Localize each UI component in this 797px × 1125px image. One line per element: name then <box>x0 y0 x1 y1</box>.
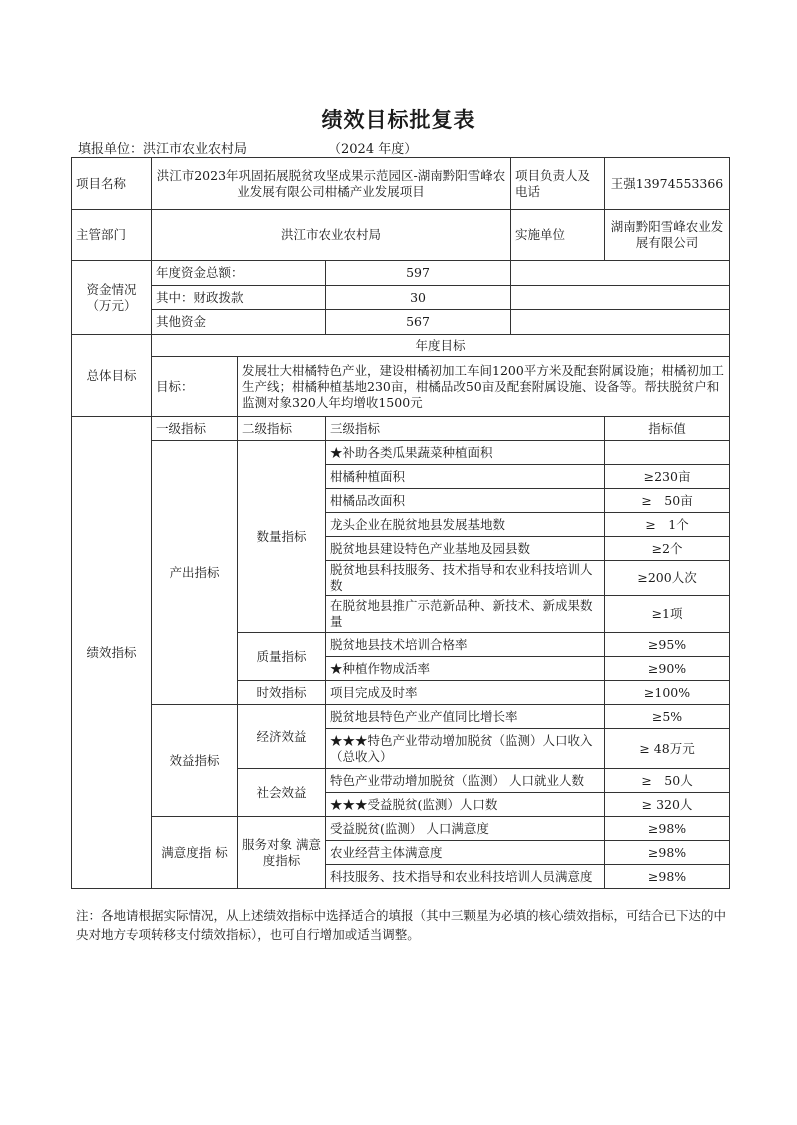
funds-row-empty <box>511 310 730 335</box>
timeliness-indicators-label: 时效指标 <box>238 681 326 705</box>
impl-unit-value: 湖南黔阳雪峰农业发展有限公司 <box>605 210 730 261</box>
indicator-name: 脱贫地县科技服务、技术指导和农业科技培训人数 <box>326 561 605 596</box>
indicator-value <box>605 441 730 465</box>
indicator-value: ≥98% <box>605 841 730 865</box>
indicator-name: 受益脱贫(监测） 人口满意度 <box>326 817 605 841</box>
page-title: 绩效目标批复表 <box>321 108 476 132</box>
funds-row-value: 567 <box>326 310 511 335</box>
indicator-value: ≥2个 <box>605 537 730 561</box>
level2-header: 二级指标 <box>238 417 326 441</box>
funds-row-empty <box>511 286 730 310</box>
benefit-indicators-label: 效益指标 <box>152 705 238 817</box>
indicator-name: 脱贫地县技术培训合格率 <box>326 633 605 657</box>
social-benefit-label: 社会效益 <box>238 769 326 817</box>
indicator-name: ★★★特色产业带动增加脱贫（监测）人口收入（总收入） <box>326 729 605 769</box>
indicator-name: 在脱贫地县推广示范新品种、新技术、新成果数量 <box>326 596 605 633</box>
funds-row-label: 年度资金总额： <box>152 261 326 286</box>
funds-row-value: 597 <box>326 261 511 286</box>
quality-indicators-label: 质量指标 <box>238 633 326 681</box>
dept-label: 主管部门 <box>72 210 152 261</box>
funds-label: 资金情况（万元） <box>72 261 152 335</box>
goal-label: 目标： <box>152 357 238 417</box>
funds-row-empty <box>511 261 730 286</box>
satisfaction-indicators-label: 满意度指 标 <box>152 817 238 889</box>
indicator-value: ≥98% <box>605 817 730 841</box>
footnote: 注：各地请根据实际情况，从上述绩效指标中选择适合的填报（其中三颗星为必填的核心绩效指标，可结合已下达的中央对地方专项转移支付绩效指标），也可自行增加或适当调整。 <box>76 908 727 942</box>
indicator-value: ≥ 50亩 <box>605 489 730 513</box>
indicator-name: ★种植作物成活率 <box>326 657 605 681</box>
indicator-name: 龙头企业在脱贫地县发展基地数 <box>326 513 605 537</box>
indicator-name: 农业经营主体满意度 <box>326 841 605 865</box>
indicator-name: 科技服务、技术指导和农业科技培训人员满意度 <box>326 865 605 889</box>
indicator-name: ★补助各类瓜果蔬菜种植面积 <box>326 441 605 465</box>
indicator-name: 柑橘品改面积 <box>326 489 605 513</box>
indicator-value: ≥95% <box>605 633 730 657</box>
dept-value: 洪江市农业农村局 <box>152 210 511 261</box>
quantity-indicators-label: 数量指标 <box>238 441 326 633</box>
indicator-value-header: 指标值 <box>605 417 730 441</box>
indicator-value: ≥ 50人 <box>605 769 730 793</box>
economic-benefit-label: 经济效益 <box>238 705 326 769</box>
indicator-value: ≥5% <box>605 705 730 729</box>
fill-info <box>78 138 418 157</box>
output-indicators-label: 产出指标 <box>152 441 238 705</box>
indicator-name: 柑橘种植面积 <box>326 465 605 489</box>
service-satisfaction-label: 服务对象 满意度指标 <box>238 817 326 889</box>
funds-row-label: 其他资金 <box>152 310 326 335</box>
level3-header: 三级指标 <box>326 417 605 441</box>
funds-row-label: 其中：财政拨款 <box>152 286 326 310</box>
impl-unit-label: 实施单位 <box>511 210 605 261</box>
funds-row-value: 30 <box>326 286 511 310</box>
indicator-value: ≥200人次 <box>605 561 730 596</box>
project-name-label: 项目名称 <box>72 158 152 210</box>
indicator-value: ≥90% <box>605 657 730 681</box>
performance-target-table <box>71 157 730 889</box>
indicator-name: 脱贫地县建设特色产业基地及园县数 <box>326 537 605 561</box>
level1-header: 一级指标 <box>152 417 238 441</box>
indicator-name: 项目完成及时率 <box>326 681 605 705</box>
indicator-value: ≥98% <box>605 865 730 889</box>
indicator-value: ≥ 320人 <box>605 793 730 817</box>
project-name-value: 洪江市2023年巩固拓展脱贫攻坚成果示范园区-湖南黔阳雪峰农业发展有限公司柑橘产业发展项目 <box>152 158 511 210</box>
project-manager-value: 王强13974553366 <box>605 158 730 210</box>
indicator-value: ≥100% <box>605 681 730 705</box>
indicator-value: ≥ 1个 <box>605 513 730 537</box>
indicator-name: ★★★受益脱贫(监测）人口数 <box>326 793 605 817</box>
project-manager-label: 项目负责人及电话 <box>511 158 605 210</box>
indicator-name: 脱贫地县特色产业产值同比增长率 <box>326 705 605 729</box>
indicator-value: ≥230亩 <box>605 465 730 489</box>
indicator-value: ≥1项 <box>605 596 730 633</box>
indicator-name: 特色产业带动增加脱贫（监测） 人口就业人数 <box>326 769 605 793</box>
performance-indicators-label: 绩效指标 <box>72 417 152 889</box>
goal-text: 发展壮大柑橘特色产业，建设柑橘初加工车间1200平方米及配套附属设施；柑橘初加工生产线；柑橘种植基地230亩，柑橘品改50亩及配套附属设施、设备等。帮扶脱贫户和监测对象320人年均增收1500元 <box>238 357 730 417</box>
overall-target-label: 总体目标 <box>72 335 152 417</box>
annual-target-header: 年度目标 <box>152 335 730 357</box>
report-year: （2024 年度） <box>328 142 418 157</box>
fill-unit: 填报单位：洪江市农业农村局 <box>78 142 248 157</box>
indicator-value: ≥ 48万元 <box>605 729 730 769</box>
